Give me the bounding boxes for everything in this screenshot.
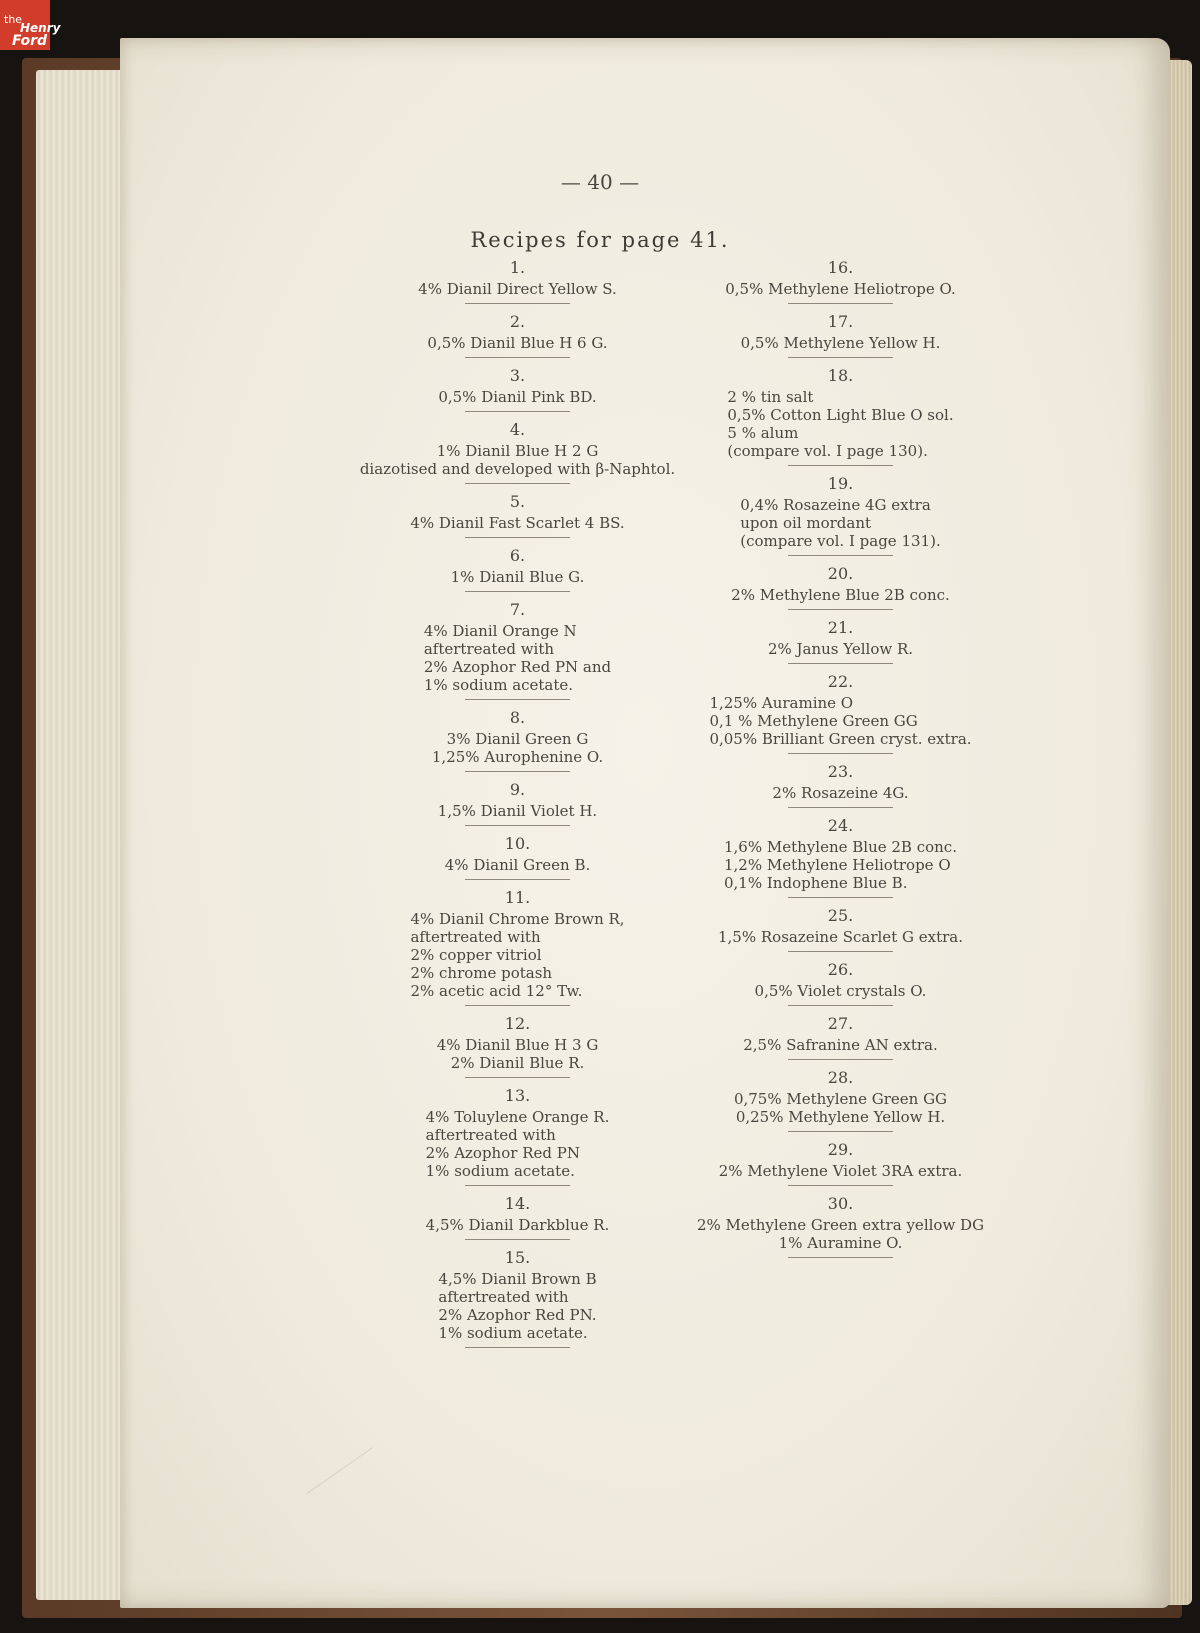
recipe-item (668, 960, 1013, 1006)
recipe-lines (340, 730, 695, 766)
recipe-divider (788, 1185, 893, 1186)
recipe-lines (340, 442, 695, 478)
recipe-lines (668, 334, 1013, 352)
recipe-lines (340, 388, 695, 406)
recipe-line: 2% Janus Yellow R. (767, 640, 914, 658)
recipe-lines (410, 910, 624, 1000)
recipe-item (340, 1194, 695, 1240)
recipe-number: 4. (509, 420, 526, 439)
recipe-line: 1% sodium acetate. (425, 1162, 575, 1180)
recipe-line: 3% Dianil Green G (446, 730, 589, 748)
recipe-lines (724, 838, 957, 892)
recipe-item (340, 1086, 695, 1186)
recipe-line: 4% Dianil Green B. (444, 856, 591, 874)
recipe-divider (788, 1059, 893, 1060)
recipe-line: 0,5% Dianil Blue H 6 G. (427, 334, 608, 352)
recipe-line: 1,25% Auramine O (709, 694, 854, 712)
recipe-number: 30. (827, 1194, 854, 1213)
recipe-item (340, 600, 695, 700)
recipe-number: 11. (504, 888, 531, 907)
recipe-line: 2% Methylene Green extra yellow DG (696, 1216, 985, 1234)
recipe-line: 0,5% Cotton Light Blue O sol. (727, 406, 954, 424)
recipe-divider (788, 663, 893, 664)
recipe-line: 0,1 % Methylene Green GG (709, 712, 918, 730)
recipe-line: 2,5% Safranine AN extra. (743, 1036, 938, 1054)
recipe-line: 1% sodium acetate. (438, 1324, 588, 1342)
recipe-line: 0,25% Methylene Yellow H. (735, 1108, 946, 1126)
recipe-number: 6. (509, 546, 526, 565)
recipe-item (340, 492, 695, 538)
recipe-line: 1,5% Dianil Violet H. (437, 802, 598, 820)
logo-line-henry: Henry (20, 21, 61, 35)
recipe-line: upon oil mordant (740, 514, 872, 532)
recipe-lines (426, 1108, 610, 1180)
recipe-divider (465, 1347, 570, 1348)
recipe-item (668, 906, 1013, 952)
recipe-divider (465, 411, 570, 412)
recipe-number: 8. (509, 708, 526, 727)
recipe-lines (340, 514, 695, 532)
recipe-line: 4% Dianil Orange N (423, 622, 577, 640)
recipe-line: 0,75% Methylene Green GG (733, 1090, 948, 1108)
recipe-divider (465, 591, 570, 592)
recipe-item (340, 546, 695, 592)
recipe-lines (340, 1216, 695, 1234)
recipe-line: 0,1% Indophene Blue B. (724, 874, 908, 892)
recipe-item (668, 564, 1013, 610)
recipe-number: 2. (509, 312, 526, 331)
recipe-lines (668, 1162, 1013, 1180)
henry-ford-logo (0, 0, 61, 50)
recipe-number: 18. (827, 366, 854, 385)
recipe-item (668, 618, 1013, 664)
recipe-item (668, 1014, 1013, 1060)
recipe-number: 15. (504, 1248, 531, 1267)
recipe-line: (compare vol. I page 131). (740, 532, 941, 550)
recipe-number: 3. (509, 366, 526, 385)
recipe-item (668, 312, 1013, 358)
recipe-item (340, 312, 695, 358)
recipe-line: 2% Methylene Blue 2B conc. (731, 586, 950, 604)
recipe-lines (668, 280, 1013, 298)
recipe-divider (465, 303, 570, 304)
recipe-item (668, 366, 1013, 466)
recipe-line: aftertreated with (438, 1288, 569, 1306)
recipe-item (668, 672, 1013, 754)
recipe-number: 16. (827, 258, 854, 277)
recipe-divider (788, 753, 893, 754)
recipe-line: 4% Dianil Direct Yellow S. (418, 280, 617, 298)
recipe-divider (465, 825, 570, 826)
recipe-item (340, 780, 695, 826)
recipe-divider (788, 807, 893, 808)
recipe-item (340, 258, 695, 304)
recipe-line: 4,5% Dianil Darkblue R. (425, 1216, 610, 1234)
recipe-lines (340, 334, 695, 352)
logo-line-ford: Ford (12, 33, 48, 49)
recipe-line: 2% copper vitriol (410, 946, 542, 964)
recipe-item (668, 1140, 1013, 1186)
recipe-line: 1% Dianil Blue H 2 G (436, 442, 599, 460)
recipe-divider (788, 303, 893, 304)
page-number: — 40 — (560, 170, 640, 194)
recipe-divider (788, 1257, 893, 1258)
recipe-lines (340, 568, 695, 586)
recipe-number: 28. (827, 1068, 854, 1087)
recipe-item (668, 1194, 1013, 1258)
recipe-line: 2% Dianil Blue R. (450, 1054, 585, 1072)
recipe-line: 0,5% Dianil Pink BD. (438, 388, 597, 406)
recipe-number: 20. (827, 564, 854, 583)
recipe-lines (668, 640, 1013, 658)
recipe-line: 4% Dianil Chrome Brown R, (410, 910, 625, 928)
recipe-line: aftertreated with (423, 640, 555, 658)
recipe-item (340, 834, 695, 880)
recipe-divider (788, 951, 893, 952)
recipe-number: 13. (504, 1086, 531, 1105)
recipe-lines (709, 694, 971, 748)
recipe-line: 5 % alum (727, 424, 799, 442)
recipe-lines (668, 784, 1013, 802)
recipe-number: 23. (827, 762, 854, 781)
recipe-lines (340, 802, 695, 820)
recipe-line: 2% Rosazeine 4G. (772, 784, 909, 802)
recipe-divider (788, 897, 893, 898)
page-heading: Recipes for page 41. (470, 228, 730, 252)
recipe-divider (788, 609, 893, 610)
recipe-line: aftertreated with (425, 1126, 556, 1144)
recipe-number: 5. (509, 492, 526, 511)
recipe-number: 12. (504, 1014, 531, 1033)
recipe-number: 25. (827, 906, 854, 925)
recipe-number: 21. (827, 618, 854, 637)
recipe-lines (668, 982, 1013, 1000)
recipe-line: 1,5% Rosazeine Scarlet G extra. (718, 928, 963, 946)
recipe-line: 2% Methylene Violet 3RA extra. (718, 1162, 963, 1180)
recipe-divider (788, 1005, 893, 1006)
logo-line-the: the (4, 13, 23, 26)
recipe-item (668, 816, 1013, 898)
recipe-number: 24. (827, 816, 854, 835)
recipe-line: 0,4% Rosazeine 4G extra (740, 496, 931, 514)
recipe-line: 1% Dianil Blue G. (450, 568, 585, 586)
recipe-line: 2 % tin salt (727, 388, 814, 406)
recipe-number: 26. (827, 960, 854, 979)
recipe-item (668, 474, 1013, 556)
recipe-number: 19. (827, 474, 854, 493)
recipe-line: 4,5% Dianil Brown B (438, 1270, 597, 1288)
recipe-divider (788, 1131, 893, 1132)
recipe-line: 1% sodium acetate. (423, 676, 574, 694)
recipe-number: 7. (509, 600, 526, 619)
recipe-line: 1% Auramine O. (778, 1234, 903, 1252)
recipe-column-left (340, 258, 695, 1356)
recipe-lines (668, 586, 1013, 604)
recipe-number: 14. (504, 1194, 531, 1213)
recipe-number: 1. (509, 258, 526, 277)
recipe-lines (340, 856, 695, 874)
recipe-line: 1,25% Aurophenine O. (431, 748, 604, 766)
recipe-lines (438, 1270, 596, 1342)
recipe-divider (465, 1239, 570, 1240)
recipe-lines (340, 280, 695, 298)
recipe-divider (465, 537, 570, 538)
recipe-item (340, 420, 695, 484)
recipe-item (340, 888, 695, 1006)
recipe-lines (740, 496, 940, 550)
recipe-lines (668, 1036, 1013, 1054)
recipe-item (668, 762, 1013, 808)
recipe-item (340, 708, 695, 772)
recipe-divider (465, 357, 570, 358)
recipe-line: 0,05% Brilliant Green cryst. extra. (709, 730, 972, 748)
recipe-line: 2% chrome potash (410, 964, 553, 982)
recipe-number: 27. (827, 1014, 854, 1033)
recipe-lines (340, 1036, 695, 1072)
recipe-divider (788, 555, 893, 556)
recipe-line: aftertreated with (410, 928, 541, 946)
recipe-column-right (668, 258, 1013, 1266)
recipe-line: 2% Azophor Red PN (425, 1144, 580, 1162)
recipe-line: diazotised and developed with β-Naphtol. (359, 460, 676, 478)
recipe-item (668, 1068, 1013, 1132)
recipe-line: 2% Azophor Red PN. (438, 1306, 597, 1324)
recipe-line: 4% Toluylene Orange R. (425, 1108, 610, 1126)
recipe-divider (465, 699, 570, 700)
recipe-lines (668, 1216, 1013, 1252)
recipe-lines (668, 1090, 1013, 1126)
recipe-divider (465, 1077, 570, 1078)
recipe-number: 10. (504, 834, 531, 853)
recipe-item (668, 258, 1013, 304)
recipe-divider (465, 483, 570, 484)
recipe-divider (465, 1185, 570, 1186)
recipe-number: 17. (827, 312, 854, 331)
recipe-lines (424, 622, 611, 694)
recipe-lines (727, 388, 953, 460)
recipe-line: 4% Dianil Fast Scarlet 4 BS. (410, 514, 625, 532)
recipe-number: 22. (827, 672, 854, 691)
recipe-number: 29. (827, 1140, 854, 1159)
recipe-line: 0,5% Violet crystals O. (754, 982, 927, 1000)
recipe-number: 9. (509, 780, 526, 799)
recipe-line: 2% Azophor Red PN and (423, 658, 612, 676)
recipe-item (340, 1248, 695, 1348)
recipe-line: 4% Dianil Blue H 3 G (436, 1036, 599, 1054)
recipe-line: (compare vol. I page 130). (727, 442, 928, 460)
recipe-lines (668, 928, 1013, 946)
recipe-item (340, 1014, 695, 1078)
recipe-line: 1,2% Methylene Heliotrope O (724, 856, 951, 874)
recipe-divider (465, 1005, 570, 1006)
recipe-item (340, 366, 695, 412)
recipe-line: 0,5% Methylene Heliotrope O. (725, 280, 956, 298)
recipe-line: 2% acetic acid 12° Tw. (410, 982, 583, 1000)
recipe-line: 1,6% Methylene Blue 2B conc. (724, 838, 957, 856)
recipe-divider (465, 771, 570, 772)
recipe-divider (788, 465, 893, 466)
recipe-divider (465, 879, 570, 880)
recipe-divider (788, 357, 893, 358)
recipe-line: 0,5% Methylene Yellow H. (740, 334, 941, 352)
